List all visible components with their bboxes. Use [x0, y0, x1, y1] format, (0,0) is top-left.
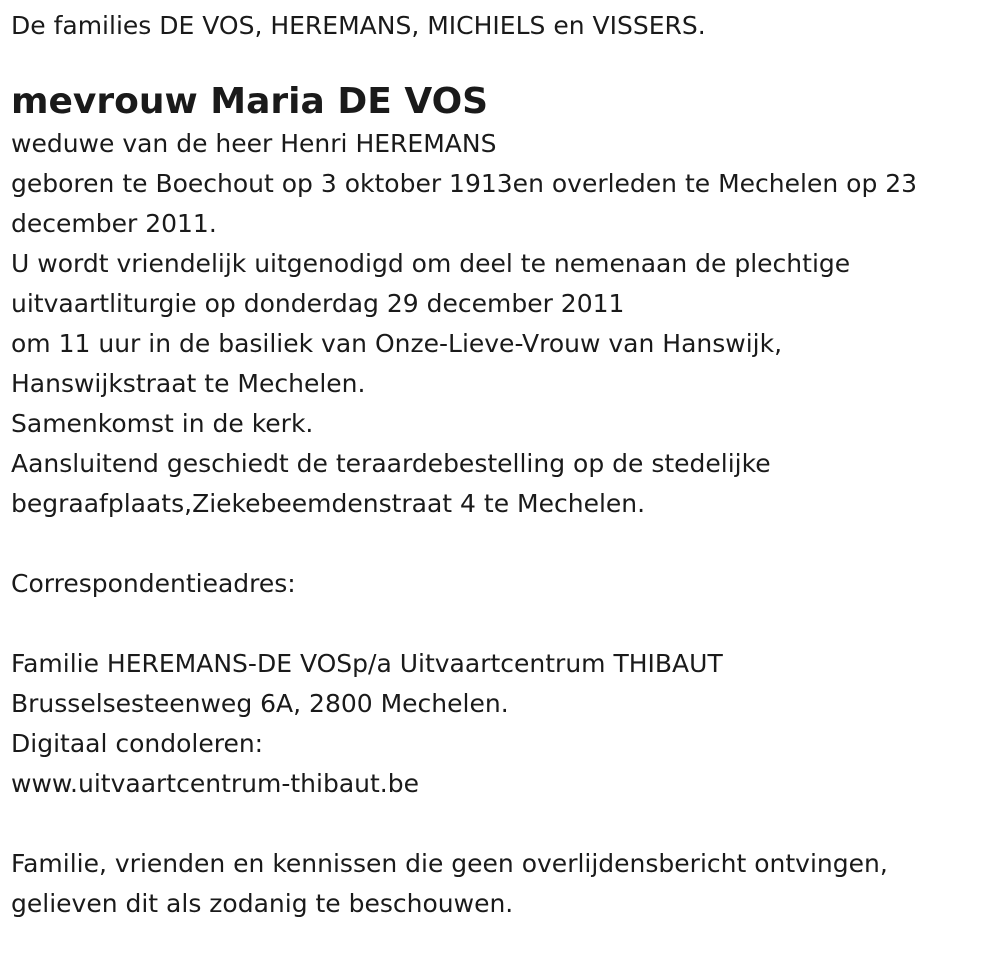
invitation-line-4: Hanswijkstraat te Mechelen.	[11, 369, 366, 398]
birth-death-line-1: geboren te Boechout op 3 oktober 1913en overleden te Mechelen op 23	[11, 169, 918, 198]
closing-line-2: gelieven dit als zodanig te beschouwen.	[11, 889, 514, 918]
invitation-line-1: U wordt vriendelijk uitgenodigd om deel te nemenaan de plechtige	[11, 249, 851, 278]
invitation-line-2: uitvaartliturgie op donderdag 29 december 2011	[11, 289, 625, 318]
website-link[interactable]: www.uitvaartcentrum-thibaut.be	[11, 769, 419, 798]
burial-line-1: Aansluitend geschiedt de teraardebestelling op de stedelijke	[11, 449, 771, 478]
death-notice	[0, 6, 1000, 956]
gathering-line: Samenkomst in de kerk.	[11, 409, 314, 438]
closing-line-1: Familie, vrienden en kennissen die geen overlijdensbericht ontvingen,	[11, 849, 888, 878]
widow-line: weduwe van de heer Henri HEREMANS	[11, 129, 497, 158]
burial-line-2: begraafplaats,Ziekebeemdenstraat 4 te Mechelen.	[11, 489, 646, 518]
deceased-name: mevrouw Maria DE VOS	[11, 81, 489, 122]
spacer	[11, 604, 1000, 644]
address-line-1: Familie HEREMANS-DE VOSp/a Uitvaartcentrum THIBAUT	[11, 649, 723, 678]
correspondence-label: Correspondentieadres:	[11, 569, 296, 598]
address-line-2: Brusselsesteenweg 6A, 2800 Mechelen.	[11, 689, 509, 718]
spacer	[11, 804, 1000, 844]
families-line: De families DE VOS, HEREMANS, MICHIELS en VISSERS.	[11, 11, 706, 40]
condolence-label: Digitaal condoleren:	[11, 729, 264, 758]
invitation-line-3: om 11 uur in de basiliek van Onze-Lieve-Vrouw van Hanswijk,	[11, 329, 783, 358]
spacer	[11, 524, 1000, 564]
birth-death-line-2: december 2011.	[11, 209, 217, 238]
